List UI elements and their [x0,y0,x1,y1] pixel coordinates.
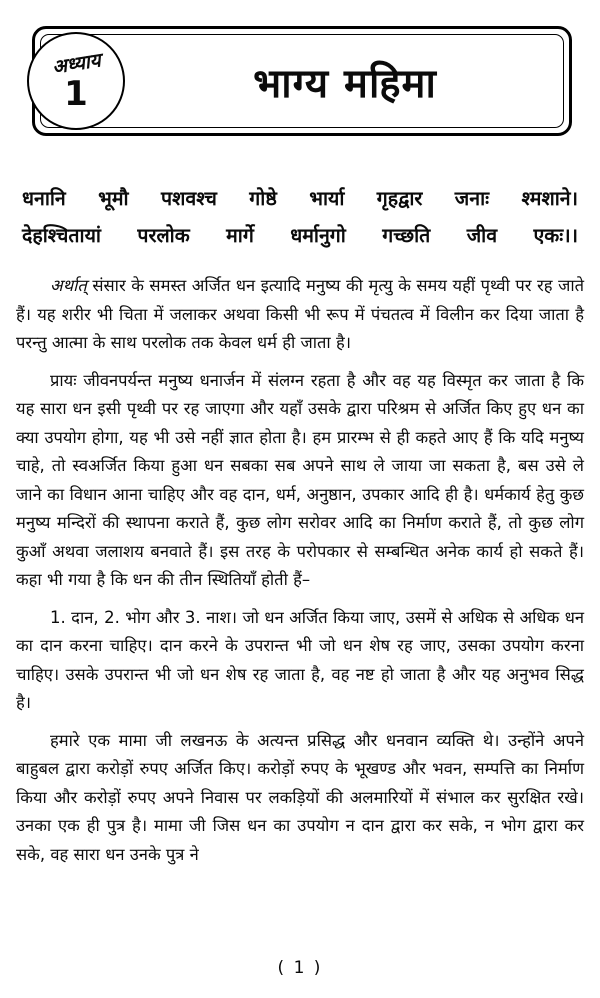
chapter-header-box [32,26,572,136]
shloka-line-2: देहश्चितायां परलोक मार्गे धर्मानुगो गच्छति जीव एकः।। [22,224,578,248]
page-number: ( 1 ) [277,958,323,978]
paragraph-1-rest: संसार के समस्त अर्जित धन इत्यादि मनुष्य की मृत्यु के समय यहीं पृथ्वी पर रह जाते हैं। यह शरीर भी चिता में जलाकर अथवा किसी भी रूप में पंचतत्व में विलीन कर दिया जाता है परन्तु आत्मा के साथ परलोक तक केवल धर्म ही जाता है। [16,276,584,353]
paragraph-1-lead: अर्थात् [50,276,87,296]
paragraph-4: हमारे एक मामा जी लखनऊ के अत्यन्त प्रसिद्ध और धनवान व्यक्ति थे। उन्होंने अपने बाहुबल द्वारा करोड़ों रुपए अर्जित किए। करोड़ों रुपए के भूखण्ड और भवन, सम्पत्ति का निर्माण किया और करोड़ों रुपए अपने निवास पर लकड़ियों की अलमारियों में संभाल कर सुरक्षित रखे। उनका एक ही पुत्र है। मामा जी जिस धन का उपयोग न दान द्वारा कर सके, न भोग द्वारा कर सके, वह सारा धन उनके पुत्र ने [16,730,584,864]
shloka-verse [22,180,578,254]
body-text [16,272,584,869]
paragraph-1 [16,272,584,358]
chapter-badge [27,32,125,130]
paragraph-2: प्रायः जीवनपर्यन्त मनुष्य धनार्जन में संलग्न रहता है और वह यह विस्मृत कर जाता है कि यह सारा धन इसी पृथ्वी पर रह जाएगा और यहाँ उसके द्वारा परिश्रम से अर्जित किए हुए धन का क्या उपयोग होगा, यह भी उसे नहीं ज्ञात होता है। हम प्रारम्भ से ही कहते आए हैं कि यदि मनुष्य चाहे, तो स्वअर्जित किया हुआ धन सबका सब अपने साथ ले जाया जा सकता है, बस उसे ले जाने का विधान आना चाहिए और वह दान, धर्म, अनुष्ठान, उपकार आदि ही है। धर्मकार्य हेतु कुछ मनुष्य मन्दिरों की स्थापना कराते हैं, कुछ लोग सरोवर आदि का निर्माण कराते हैं, तो कुछ लोग कुआँ अथवा जलाशय बनवाते हैं। इस तरह के परोपकार से सम्बन्धित अनेक कार्य हो सकते हैं। कहा भी गया है कि धन की तीन स्थितियाँ होती हैं– [16,370,584,590]
page-title: भाग्य महिमा [253,60,437,107]
paragraph-3: 1. दान, 2. भोग और 3. नाश। जो धन अर्जित किया जाए, उसमें से अधिक से अधिक धन का दान करना चाहिए। दान करने के उपरान्त भी जो धन शेष रह जाए, उसका उपयोग करना चाहिए। उसके उपरान्त भी जो धन शेष रह जाता है, वह नष्ट हो जाता है और यह अनुभव सिद्ध है। [16,607,584,713]
chapter-number: 1 [64,73,88,114]
shloka-line-1: धनानि भूमौ पशवश्च गोष्ठे भार्या गृहद्वार जनाः श्मशाने। [22,187,578,210]
chapter-label: अध्याय [50,48,102,79]
